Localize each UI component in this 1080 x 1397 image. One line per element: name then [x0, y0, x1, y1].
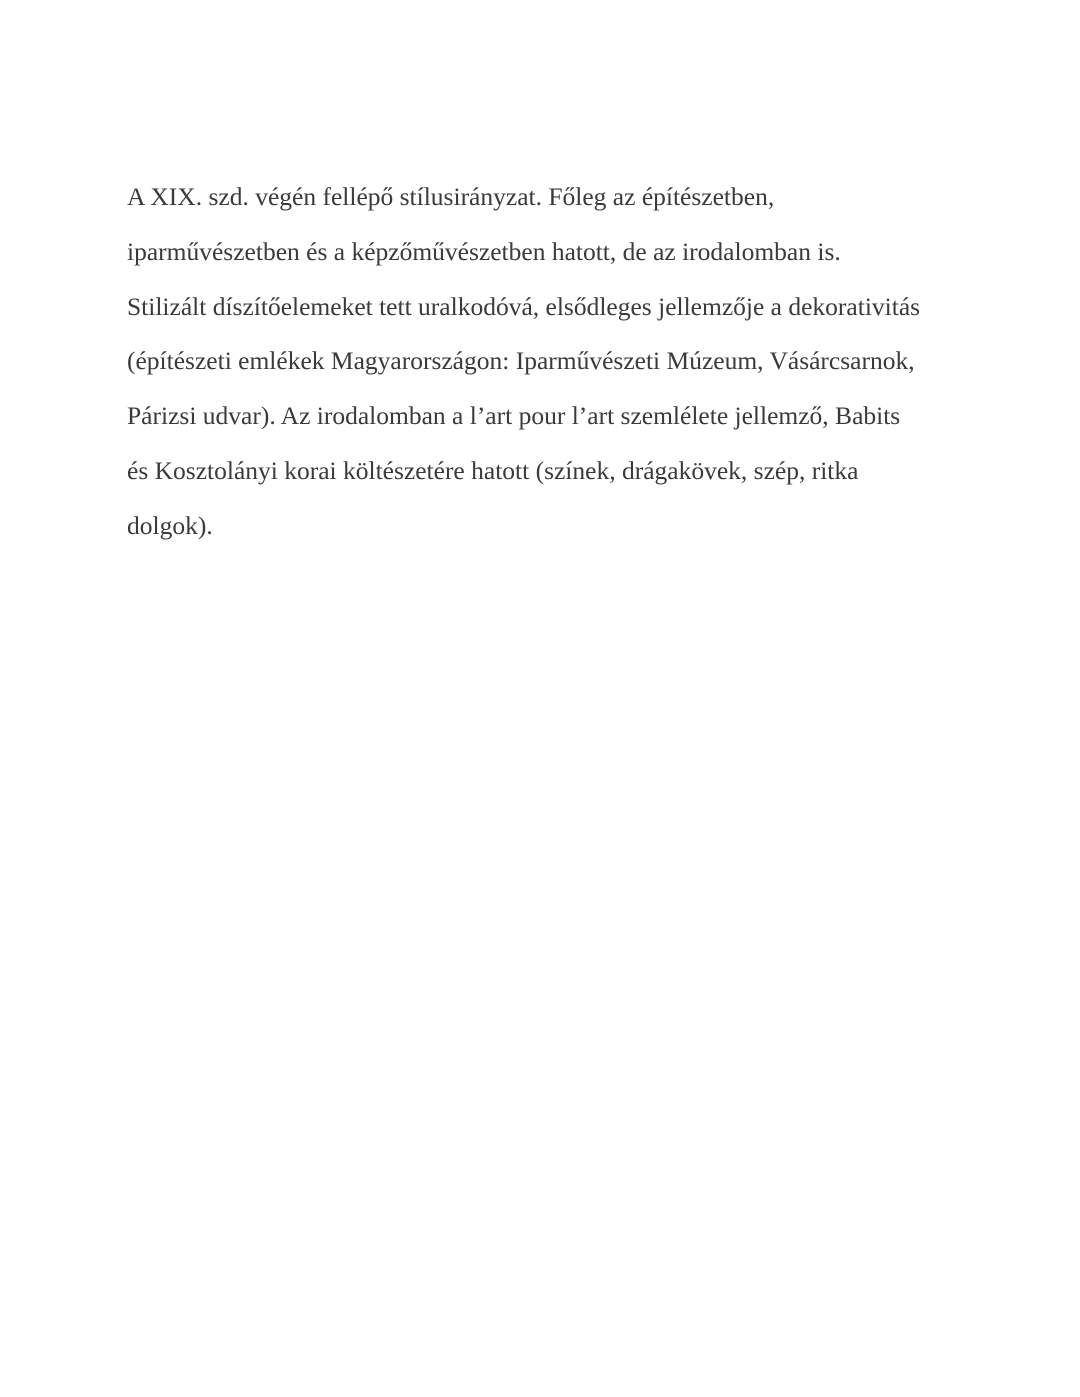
paragraph-line: iparművészetben és a képzőművészetben hatott, de az irodalomban is.: [127, 236, 841, 266]
paragraph-line: A XIX. szd. végén fellépő stílusirányzat. Főleg az építészetben,: [127, 182, 775, 211]
paragraph-line: (építészeti emlékek Magyarországon: Iparművészeti Múzeum, Vásárcsarnok,: [127, 346, 915, 376]
paragraph-line: Párizsi udvar). Az irodalomban a l’art pour l’art szemlélete jellemző, Babits: [127, 401, 901, 431]
paragraph-line: dolgok).: [127, 510, 213, 540]
body-paragraph: [127, 175, 1007, 559]
paragraph-line: Stilizált díszítőelemeket tett uralkodóvá, elsődleges jellemzője a dekorativitás: [127, 291, 921, 321]
paragraph-line: és Kosztolányi korai költészetére hatott (színek, drágakövek, szép, ritka: [127, 455, 859, 485]
